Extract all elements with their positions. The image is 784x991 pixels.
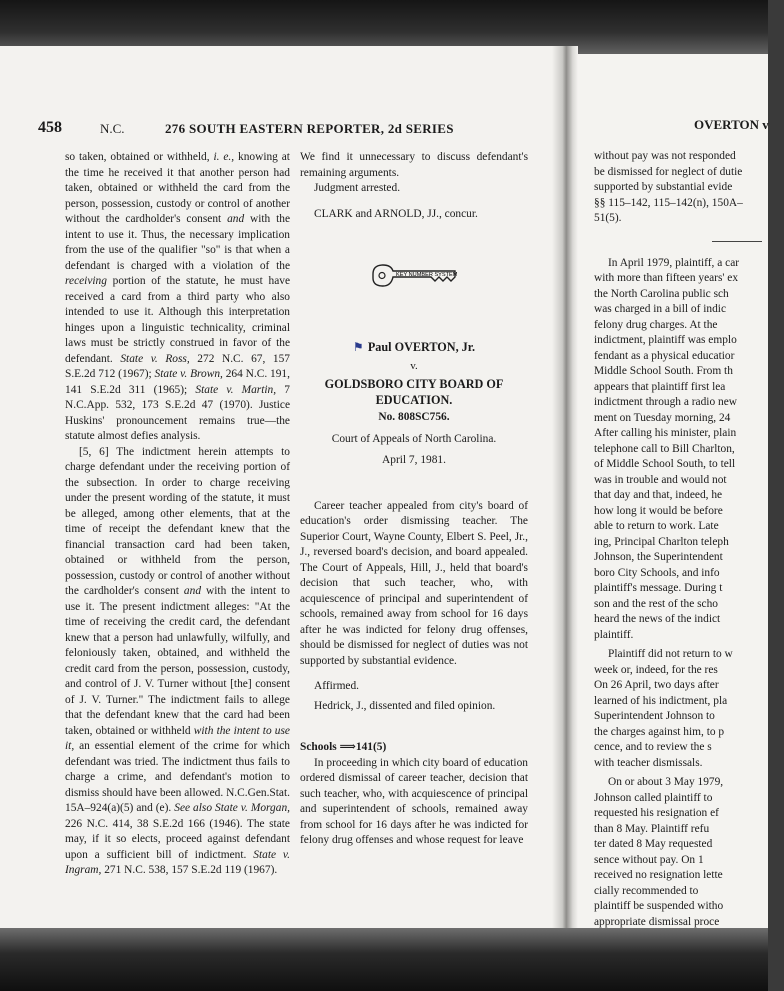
right-column-line: was in trouble and would not — [594, 473, 727, 486]
defendant-name: GOLDSBORO CITY BOARD OF EDUCATION. — [324, 377, 504, 407]
book-bottom-shadow — [0, 928, 768, 991]
right-column-line: learned of his indictment, pla — [594, 694, 728, 707]
right-column-line: than 8 May. Plaintiff refu — [594, 822, 710, 835]
divider — [712, 241, 762, 242]
right-column-line: appears that plaintiff first lea — [594, 380, 726, 393]
right-column-line: cence, and to review the s — [594, 741, 712, 753]
right-column-line: cially recommended to — [594, 884, 699, 897]
right-column-line: of Middle School South, to tell — [594, 458, 736, 470]
left-para-1: so taken, obtained or withheld, i. e., knowing at the time he received it that another person had taken, obtained or withheld the card from the person, possession, custody or control of another without the cardholder's consent and with the intent to use it. Thus, the necessary implication from the use of the qualifier "so" is that when a defendant is charged with a violation of the receiving portion of the statute, he must have received a card from a third party who also intended to use it. Although this interpretation hinges upon a linguistic technicality, criminal laws must be strictly construed in favor of the defendant. State v. Ross, 272 N.C. 67, 157 S.E.2d 712 (1967); State v. Brown, 264 N.C. 191, 141 S.E.2d 311 (1965); State v. Martin, 7 N.C.App. 532, 173 S.E.2d 47 (1970). Justice Huskins' pronouncement remains true—the statute almost defies analysis. — [65, 151, 290, 442]
reporter-title: 276 SOUTH EASTERN REPORTER, 2d SERIES — [165, 121, 454, 136]
right-column-line: ment on Tuesday morning, 24 — [594, 411, 731, 424]
docket-number: No. 808SC756. — [378, 411, 450, 423]
right-column-line: son and the rest of the scho — [594, 597, 719, 610]
dissent-note: Hedrick, J., dissented and filed opinion. — [314, 699, 496, 712]
right-column-line: Plaintiff did not return to w — [608, 648, 733, 660]
right-column-line: Superintendent Johnson to — [594, 710, 715, 722]
right-column-line: Middle School South. From th — [594, 365, 733, 377]
right-para-3 — [594, 647, 784, 771]
decision-date: April 7, 1981. — [382, 454, 446, 466]
concur-line: CLARK and ARNOLD, JJ., concur. — [314, 207, 478, 220]
key-label: KEY NUMBER SYSTEM — [396, 272, 458, 278]
right-column-line: Johnson, the Superintendent — [594, 551, 723, 563]
right-column-line: how long it would be before — [594, 504, 723, 517]
middle-column — [300, 150, 528, 849]
left-column — [65, 150, 290, 879]
versus: v. — [410, 359, 418, 372]
right-column-line: with more than fifteen years' ex — [594, 272, 739, 284]
right-column-line: was charged in a bill of indic — [594, 303, 727, 315]
right-column-line: the charges against him, to p — [594, 725, 725, 738]
right-column-line: the North Carolina public sch — [594, 287, 729, 300]
page-number: 458 — [38, 119, 62, 136]
right-column-line: fendant as a physical educatior — [594, 349, 735, 362]
right-column — [594, 149, 784, 965]
right-para-2 — [594, 256, 784, 644]
right-column-line: ing, Principal Charlton teleph — [594, 535, 729, 548]
right-column-line: week or, indeed, for the res — [594, 663, 718, 676]
right-column-line: with teacher dismissals. — [594, 756, 703, 769]
right-column-line: 51(5). — [594, 212, 622, 224]
right-page-header: OVERTON v — [694, 117, 769, 132]
headnote-topic: Schools ⟹141(5) — [300, 741, 387, 753]
headnote-text: In proceeding in which city board of education ordered dismissal of career teacher, decision that such teacher, who, with acquiescence of principal and superintendent of schools, remained away from school for 16 days after he was indicted for felony drug offenses and whose request for leave — [300, 756, 528, 846]
right-column-line: boro City Schools, and info — [594, 566, 720, 579]
right-column-line: requested his resignation ef — [594, 807, 719, 819]
right-column-line: telephone call to Bill Charlton, — [594, 442, 735, 455]
right-column-line: plaintiff. — [594, 628, 634, 641]
right-column-line: After calling his minister, plain — [594, 427, 737, 439]
right-column-line: be dismissed for neglect of dutie — [594, 165, 743, 178]
right-page — [574, 54, 768, 934]
right-column-line: able to return to work. Late — [594, 520, 719, 532]
right-column-line: On 26 April, two days after — [594, 679, 719, 691]
right-column-line: without pay was not responded — [594, 150, 736, 162]
book-gutter — [552, 46, 578, 940]
right-column-line: plaintiff be suspended witho — [594, 900, 724, 912]
right-column-line: felony drug charges. At the — [594, 318, 718, 331]
right-column-line: received no resignation lette — [594, 869, 723, 881]
right-column-line: plaintiff's message. During t — [594, 582, 723, 594]
judgment-arrested: Judgment arrested. — [314, 182, 401, 194]
affirmed: Affirmed. — [314, 680, 360, 692]
right-column-line: On or about 3 May 1979, — [608, 776, 724, 788]
right-column-line: Johnson called plaintiff to — [594, 791, 713, 804]
plaintiff-name: ⚑ Paul OVERTON, Jr. — [352, 340, 476, 354]
right-para-1 — [594, 149, 784, 227]
mid-para-1: We find it unnecessary to discuss defendant's remaining arguments. — [300, 151, 528, 179]
signature-mark-icon: ⚑ — [352, 340, 364, 354]
right-column-line: §§ 115–142, 115–142(n), 150A– — [594, 196, 743, 209]
state-abbrev: N.C. — [100, 121, 125, 136]
right-column-line: indictment through a radio new — [594, 396, 737, 408]
right-column-line: heard the news of the indict — [594, 613, 721, 625]
right-column-line: indictment, plaintiff was emplo — [594, 334, 737, 346]
right-column-line: appropriate dismissal proce — [594, 915, 720, 928]
court-name: Court of Appeals of North Carolina. — [331, 432, 497, 445]
left-para-2: [5, 6] The indictment herein attempts to charge defendant under the receiving portion of the subsection. In order to charge receiving under the present wording of the statute, it must be alleged, among other elements, that at the time of receipt the defendant knew that the financial transaction card had been taken, obtained or withheld from the person, possession, custody or control of another without the cardholder's consent and with the intent to use it. The present indictment alleges: "At the time of receiving the credit card, the defendant knew that a person had unlawfully, wilfully, and feloniously taken, obtained, and withheld the credit card from the person, possession, custody, and control of J. V. Turner without [the] consent of J. V. Turner." The indictment fails to allege that the defendant knew that the card had been taken, obtained or withheld with the intent to use it, an essential element of the crime for which defendant was tried. The indictment thus fails to charge a crime, and defendant's motion to dismiss should have been allowed. N.C.Gen.Stat. 15A–924(a)(5) and (e). See also State v. Morgan, 226 N.C. 414, 38 S.E.2d 166 (1946). The state may, if it so elects, proceed against defendant upon a sufficient bill of indictment. State v. Ingram, 271 N.C. 538, 157 S.E.2d 119 (1967). — [65, 445, 290, 876]
syllabus: Career teacher appealed from city's board of education's order dismissing teacher. The Superior Court, Wayne County, Elbert S. Peel, Jr., J., reversed board's decision, and board appealed. The Court of Appeals, Hill, J., held that board's decision that such teacher, who, with acquiescence of principal and superintendent of schools, remained away from school for 16 days after he was indicted for felony drug offenses, should be dismissed for neglect of duties was not supported by substantial evidence. — [300, 499, 528, 667]
right-column-line: supported by substantial evide — [594, 181, 733, 193]
right-column-line: that day and that, indeed, he — [594, 489, 723, 501]
key-number-icon — [369, 260, 459, 296]
right-column-line: In April 1979, plaintiff, a car — [608, 256, 740, 269]
right-column-line: ter dated 8 May requested — [594, 838, 713, 850]
right-column-line: sence without pay. On 1 — [594, 853, 704, 866]
